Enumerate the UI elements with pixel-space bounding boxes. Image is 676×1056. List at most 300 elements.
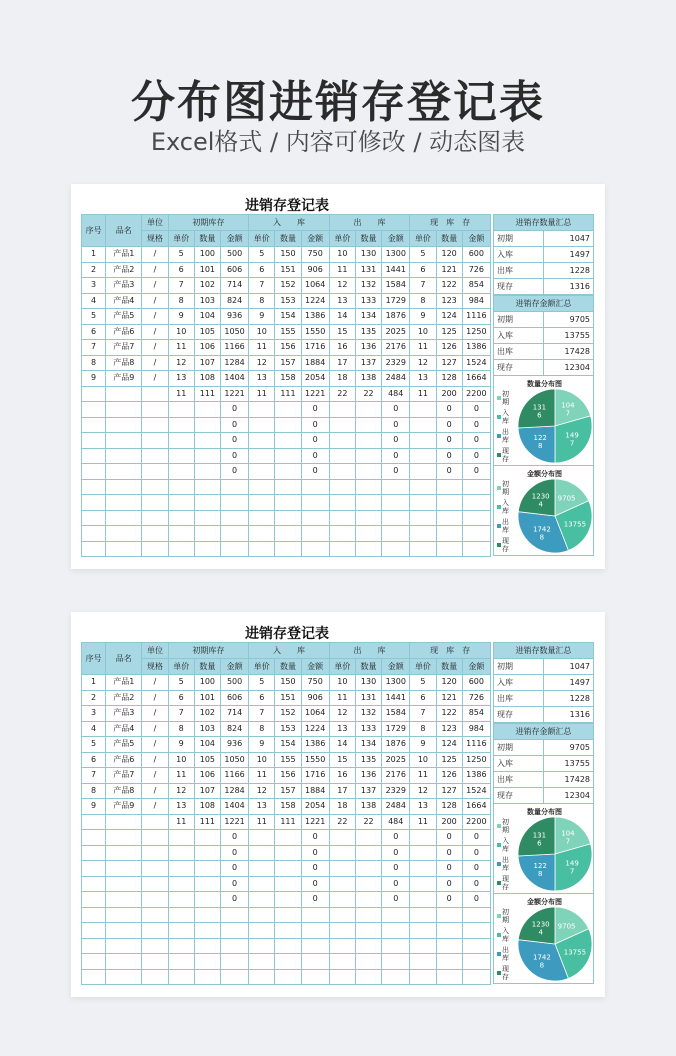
table-cell[interactable]: 106 bbox=[194, 768, 220, 784]
table-cell[interactable]: 1876 bbox=[382, 309, 410, 325]
table-cell[interactable]: 11 bbox=[249, 340, 275, 356]
table-cell[interactable]: 136 bbox=[355, 340, 381, 356]
table-cell[interactable]: / bbox=[142, 721, 168, 737]
table-cell[interactable]: 0 bbox=[220, 861, 248, 877]
table-cell[interactable]: / bbox=[142, 355, 168, 371]
table-cell[interactable] bbox=[106, 830, 142, 846]
table-cell[interactable]: 产品3 bbox=[106, 278, 142, 294]
table-cell[interactable]: 0 bbox=[301, 417, 329, 433]
table-cell[interactable] bbox=[142, 495, 168, 511]
table-cell[interactable]: 123 bbox=[436, 293, 462, 309]
table-cell[interactable]: 1221 bbox=[301, 814, 329, 830]
table-cell[interactable] bbox=[329, 433, 355, 449]
table-cell[interactable] bbox=[249, 526, 275, 542]
table-cell[interactable] bbox=[410, 526, 436, 542]
table-cell[interactable]: 152 bbox=[275, 706, 301, 722]
table-cell[interactable]: 产品3 bbox=[106, 706, 142, 722]
table-cell[interactable]: 5 bbox=[249, 247, 275, 263]
table-cell[interactable] bbox=[436, 495, 462, 511]
table-cell[interactable] bbox=[355, 510, 381, 526]
table-cell[interactable] bbox=[168, 876, 194, 892]
table-cell[interactable]: 111 bbox=[275, 386, 301, 402]
table-cell[interactable]: 154 bbox=[275, 309, 301, 325]
table-cell[interactable] bbox=[275, 861, 301, 877]
table-cell[interactable]: 1404 bbox=[220, 799, 248, 815]
table-cell[interactable] bbox=[168, 954, 194, 970]
table-cell[interactable] bbox=[82, 433, 106, 449]
table-cell[interactable] bbox=[168, 969, 194, 985]
table-cell[interactable] bbox=[249, 510, 275, 526]
table-cell[interactable]: 13 bbox=[249, 371, 275, 387]
table-cell[interactable] bbox=[410, 861, 436, 877]
table-cell[interactable] bbox=[355, 969, 381, 985]
table-cell[interactable]: 1284 bbox=[220, 355, 248, 371]
table-cell[interactable] bbox=[106, 433, 142, 449]
table-cell[interactable]: 1386 bbox=[462, 768, 490, 784]
table-cell[interactable] bbox=[168, 464, 194, 480]
table-cell[interactable] bbox=[462, 907, 490, 923]
table-cell[interactable]: 8 bbox=[82, 355, 106, 371]
table-cell[interactable]: 1716 bbox=[301, 768, 329, 784]
table-cell[interactable]: 0 bbox=[462, 464, 490, 480]
table-cell[interactable]: 产品2 bbox=[106, 262, 142, 278]
table-cell[interactable]: 158 bbox=[275, 799, 301, 815]
table-cell[interactable]: 137 bbox=[355, 783, 381, 799]
table-cell[interactable]: 0 bbox=[301, 402, 329, 418]
table-cell[interactable]: 0 bbox=[301, 876, 329, 892]
table-cell[interactable] bbox=[329, 938, 355, 954]
table-cell[interactable] bbox=[168, 417, 194, 433]
table-cell[interactable] bbox=[106, 417, 142, 433]
table-cell[interactable] bbox=[462, 923, 490, 939]
table-cell[interactable] bbox=[142, 433, 168, 449]
table-cell[interactable] bbox=[106, 495, 142, 511]
table-cell[interactable] bbox=[410, 417, 436, 433]
table-cell[interactable] bbox=[275, 923, 301, 939]
table-cell[interactable]: 2 bbox=[82, 690, 106, 706]
table-cell[interactable] bbox=[220, 541, 248, 557]
table-cell[interactable] bbox=[106, 814, 142, 830]
table-cell[interactable]: 1166 bbox=[220, 768, 248, 784]
table-cell[interactable] bbox=[382, 969, 410, 985]
table-cell[interactable]: 101 bbox=[194, 690, 220, 706]
table-cell[interactable] bbox=[301, 495, 329, 511]
table-cell[interactable] bbox=[249, 861, 275, 877]
table-cell[interactable] bbox=[82, 923, 106, 939]
table-cell[interactable] bbox=[436, 923, 462, 939]
table-cell[interactable] bbox=[220, 954, 248, 970]
table-cell[interactable] bbox=[82, 892, 106, 908]
table-cell[interactable]: 2200 bbox=[462, 814, 490, 830]
table-cell[interactable] bbox=[106, 464, 142, 480]
table-cell[interactable] bbox=[410, 938, 436, 954]
table-cell[interactable]: 1729 bbox=[382, 721, 410, 737]
table-cell[interactable] bbox=[168, 845, 194, 861]
table-cell[interactable] bbox=[194, 954, 220, 970]
table-cell[interactable]: 103 bbox=[194, 721, 220, 737]
table-cell[interactable]: 10 bbox=[168, 752, 194, 768]
table-cell[interactable]: 9 bbox=[249, 737, 275, 753]
table-cell[interactable]: 0 bbox=[382, 845, 410, 861]
table-cell[interactable] bbox=[410, 830, 436, 846]
table-cell[interactable] bbox=[82, 526, 106, 542]
table-cell[interactable]: 7 bbox=[410, 706, 436, 722]
table-cell[interactable]: 18 bbox=[329, 799, 355, 815]
table-cell[interactable]: 6 bbox=[249, 262, 275, 278]
table-cell[interactable]: 2484 bbox=[382, 799, 410, 815]
table-cell[interactable] bbox=[275, 830, 301, 846]
table-cell[interactable] bbox=[301, 969, 329, 985]
table-cell[interactable] bbox=[355, 433, 381, 449]
table-cell[interactable]: 10 bbox=[329, 247, 355, 263]
table-cell[interactable]: 1386 bbox=[462, 340, 490, 356]
table-cell[interactable]: / bbox=[142, 768, 168, 784]
table-cell[interactable] bbox=[194, 892, 220, 908]
table-cell[interactable] bbox=[355, 495, 381, 511]
table-cell[interactable]: 13 bbox=[410, 799, 436, 815]
table-cell[interactable]: 134 bbox=[355, 309, 381, 325]
table-cell[interactable]: 6 bbox=[82, 324, 106, 340]
table-cell[interactable] bbox=[462, 541, 490, 557]
table-cell[interactable]: 126 bbox=[436, 768, 462, 784]
table-cell[interactable]: 132 bbox=[355, 278, 381, 294]
table-cell[interactable]: 984 bbox=[462, 293, 490, 309]
table-cell[interactable]: 0 bbox=[220, 845, 248, 861]
table-cell[interactable]: / bbox=[142, 690, 168, 706]
table-cell[interactable]: 2176 bbox=[382, 768, 410, 784]
table-cell[interactable] bbox=[106, 907, 142, 923]
table-cell[interactable] bbox=[82, 402, 106, 418]
table-cell[interactable] bbox=[82, 495, 106, 511]
table-cell[interactable]: 0 bbox=[301, 433, 329, 449]
table-cell[interactable] bbox=[329, 907, 355, 923]
table-cell[interactable] bbox=[329, 479, 355, 495]
table-cell[interactable] bbox=[329, 861, 355, 877]
table-cell[interactable]: 500 bbox=[220, 247, 248, 263]
table-cell[interactable]: 0 bbox=[220, 830, 248, 846]
table-cell[interactable] bbox=[168, 526, 194, 542]
table-cell[interactable]: 824 bbox=[220, 721, 248, 737]
table-cell[interactable]: 7 bbox=[249, 278, 275, 294]
table-cell[interactable]: 13 bbox=[410, 371, 436, 387]
table-cell[interactable]: 0 bbox=[462, 830, 490, 846]
table-cell[interactable]: 8 bbox=[249, 721, 275, 737]
table-cell[interactable] bbox=[355, 861, 381, 877]
table-cell[interactable]: 产品7 bbox=[106, 768, 142, 784]
table-cell[interactable]: 2484 bbox=[382, 371, 410, 387]
table-cell[interactable]: 22 bbox=[329, 814, 355, 830]
table-cell[interactable] bbox=[194, 448, 220, 464]
table-cell[interactable]: 3 bbox=[82, 706, 106, 722]
table-cell[interactable] bbox=[410, 495, 436, 511]
table-cell[interactable]: 750 bbox=[301, 675, 329, 691]
table-cell[interactable]: 1584 bbox=[382, 278, 410, 294]
table-cell[interactable]: 1224 bbox=[301, 293, 329, 309]
table-cell[interactable] bbox=[329, 845, 355, 861]
table-cell[interactable] bbox=[436, 954, 462, 970]
table-cell[interactable]: 906 bbox=[301, 262, 329, 278]
table-cell[interactable] bbox=[168, 830, 194, 846]
table-cell[interactable]: 1064 bbox=[301, 278, 329, 294]
table-cell[interactable] bbox=[275, 892, 301, 908]
table-cell[interactable] bbox=[410, 954, 436, 970]
table-cell[interactable]: / bbox=[142, 675, 168, 691]
table-cell[interactable]: 0 bbox=[220, 402, 248, 418]
table-cell[interactable] bbox=[436, 938, 462, 954]
table-cell[interactable] bbox=[410, 464, 436, 480]
table-cell[interactable]: 10 bbox=[249, 324, 275, 340]
table-cell[interactable] bbox=[194, 510, 220, 526]
table-cell[interactable]: 2025 bbox=[382, 752, 410, 768]
table-cell[interactable] bbox=[106, 448, 142, 464]
table-cell[interactable] bbox=[168, 938, 194, 954]
table-cell[interactable]: 127 bbox=[436, 783, 462, 799]
table-cell[interactable] bbox=[410, 479, 436, 495]
table-cell[interactable]: 5 bbox=[249, 675, 275, 691]
table-cell[interactable] bbox=[436, 969, 462, 985]
table-cell[interactable]: 0 bbox=[220, 417, 248, 433]
table-cell[interactable]: 600 bbox=[462, 675, 490, 691]
table-cell[interactable]: 10 bbox=[410, 324, 436, 340]
table-cell[interactable] bbox=[106, 510, 142, 526]
table-cell[interactable]: 10 bbox=[329, 675, 355, 691]
table-cell[interactable] bbox=[142, 526, 168, 542]
table-cell[interactable] bbox=[275, 402, 301, 418]
table-cell[interactable] bbox=[194, 402, 220, 418]
table-cell[interactable]: 产品8 bbox=[106, 355, 142, 371]
table-cell[interactable]: 714 bbox=[220, 278, 248, 294]
table-cell[interactable] bbox=[275, 876, 301, 892]
table-cell[interactable]: 130 bbox=[355, 675, 381, 691]
table-cell[interactable]: 11 bbox=[329, 262, 355, 278]
table-cell[interactable]: 1716 bbox=[301, 340, 329, 356]
table-cell[interactable] bbox=[194, 830, 220, 846]
table-cell[interactable]: 1884 bbox=[301, 783, 329, 799]
table-cell[interactable] bbox=[142, 892, 168, 908]
table-cell[interactable]: 产品6 bbox=[106, 324, 142, 340]
table-cell[interactable]: 133 bbox=[355, 721, 381, 737]
table-cell[interactable] bbox=[168, 861, 194, 877]
table-cell[interactable]: 153 bbox=[275, 293, 301, 309]
table-cell[interactable] bbox=[301, 479, 329, 495]
table-cell[interactable] bbox=[249, 954, 275, 970]
table-cell[interactable]: 15 bbox=[329, 324, 355, 340]
table-cell[interactable] bbox=[410, 448, 436, 464]
table-cell[interactable]: 8 bbox=[410, 293, 436, 309]
table-cell[interactable] bbox=[329, 448, 355, 464]
table-cell[interactable]: 1116 bbox=[462, 309, 490, 325]
table-cell[interactable] bbox=[275, 510, 301, 526]
table-cell[interactable]: 600 bbox=[462, 247, 490, 263]
table-cell[interactable] bbox=[275, 479, 301, 495]
table-cell[interactable]: 1884 bbox=[301, 355, 329, 371]
table-cell[interactable] bbox=[106, 892, 142, 908]
table-cell[interactable]: 11 bbox=[249, 814, 275, 830]
table-cell[interactable] bbox=[410, 969, 436, 985]
table-cell[interactable]: 137 bbox=[355, 355, 381, 371]
table-cell[interactable]: 984 bbox=[462, 721, 490, 737]
table-cell[interactable]: 10 bbox=[168, 324, 194, 340]
table-cell[interactable]: 0 bbox=[220, 876, 248, 892]
table-cell[interactable]: 12 bbox=[249, 783, 275, 799]
table-cell[interactable]: 131 bbox=[355, 262, 381, 278]
table-cell[interactable] bbox=[82, 969, 106, 985]
table-cell[interactable] bbox=[275, 526, 301, 542]
table-cell[interactable] bbox=[329, 892, 355, 908]
table-cell[interactable]: 1300 bbox=[382, 675, 410, 691]
table-cell[interactable]: 824 bbox=[220, 293, 248, 309]
table-cell[interactable] bbox=[249, 845, 275, 861]
table-cell[interactable]: 11 bbox=[168, 768, 194, 784]
table-cell[interactable] bbox=[106, 938, 142, 954]
table-cell[interactable]: 1550 bbox=[301, 752, 329, 768]
table-cell[interactable]: 12 bbox=[410, 355, 436, 371]
table-cell[interactable]: 1224 bbox=[301, 721, 329, 737]
table-cell[interactable]: 0 bbox=[462, 861, 490, 877]
table-cell[interactable]: 121 bbox=[436, 262, 462, 278]
table-cell[interactable]: 10 bbox=[410, 752, 436, 768]
table-cell[interactable] bbox=[462, 969, 490, 985]
table-cell[interactable] bbox=[329, 830, 355, 846]
table-cell[interactable]: 16 bbox=[329, 768, 355, 784]
table-cell[interactable]: 1064 bbox=[301, 706, 329, 722]
table-cell[interactable]: 6 bbox=[168, 262, 194, 278]
table-cell[interactable]: 产品2 bbox=[106, 690, 142, 706]
table-cell[interactable]: 18 bbox=[329, 371, 355, 387]
table-cell[interactable] bbox=[329, 526, 355, 542]
table-cell[interactable] bbox=[410, 923, 436, 939]
table-cell[interactable]: 11 bbox=[329, 690, 355, 706]
table-cell[interactable] bbox=[355, 402, 381, 418]
table-cell[interactable] bbox=[275, 938, 301, 954]
table-cell[interactable]: 854 bbox=[462, 706, 490, 722]
table-cell[interactable]: 121 bbox=[436, 690, 462, 706]
table-cell[interactable] bbox=[355, 907, 381, 923]
table-cell[interactable]: 128 bbox=[436, 799, 462, 815]
table-cell[interactable]: 936 bbox=[220, 309, 248, 325]
table-cell[interactable] bbox=[106, 402, 142, 418]
table-cell[interactable] bbox=[436, 907, 462, 923]
table-cell[interactable] bbox=[249, 448, 275, 464]
table-cell[interactable] bbox=[249, 876, 275, 892]
table-cell[interactable] bbox=[249, 402, 275, 418]
table-cell[interactable]: 1664 bbox=[462, 371, 490, 387]
table-cell[interactable]: 9 bbox=[82, 371, 106, 387]
table-cell[interactable]: 131 bbox=[355, 690, 381, 706]
table-cell[interactable]: 150 bbox=[275, 247, 301, 263]
table-cell[interactable]: 1441 bbox=[382, 690, 410, 706]
table-cell[interactable]: 产品1 bbox=[106, 675, 142, 691]
table-cell[interactable]: 5 bbox=[82, 737, 106, 753]
table-cell[interactable]: 122 bbox=[436, 278, 462, 294]
table-cell[interactable] bbox=[142, 907, 168, 923]
table-cell[interactable] bbox=[410, 402, 436, 418]
table-cell[interactable] bbox=[142, 479, 168, 495]
table-cell[interactable] bbox=[410, 876, 436, 892]
table-cell[interactable]: 138 bbox=[355, 371, 381, 387]
table-cell[interactable] bbox=[301, 541, 329, 557]
table-cell[interactable]: 10 bbox=[249, 752, 275, 768]
table-cell[interactable]: 133 bbox=[355, 293, 381, 309]
table-cell[interactable] bbox=[355, 892, 381, 908]
table-cell[interactable] bbox=[275, 433, 301, 449]
table-cell[interactable]: 产品5 bbox=[106, 309, 142, 325]
table-cell[interactable] bbox=[142, 448, 168, 464]
table-cell[interactable] bbox=[82, 938, 106, 954]
table-cell[interactable] bbox=[249, 907, 275, 923]
table-cell[interactable]: 5 bbox=[168, 675, 194, 691]
table-cell[interactable]: 16 bbox=[329, 340, 355, 356]
table-cell[interactable]: 151 bbox=[275, 262, 301, 278]
table-cell[interactable] bbox=[106, 845, 142, 861]
table-cell[interactable] bbox=[249, 923, 275, 939]
table-cell[interactable]: 130 bbox=[355, 247, 381, 263]
table-cell[interactable] bbox=[329, 541, 355, 557]
table-cell[interactable] bbox=[382, 907, 410, 923]
table-cell[interactable]: 0 bbox=[382, 402, 410, 418]
table-cell[interactable] bbox=[82, 845, 106, 861]
table-cell[interactable] bbox=[142, 923, 168, 939]
table-cell[interactable]: 0 bbox=[462, 845, 490, 861]
table-cell[interactable] bbox=[355, 923, 381, 939]
table-cell[interactable] bbox=[82, 464, 106, 480]
table-cell[interactable] bbox=[142, 417, 168, 433]
table-cell[interactable]: 13 bbox=[329, 721, 355, 737]
table-cell[interactable]: 11 bbox=[168, 340, 194, 356]
table-cell[interactable]: / bbox=[142, 278, 168, 294]
table-cell[interactable] bbox=[168, 402, 194, 418]
table-cell[interactable]: 11 bbox=[249, 768, 275, 784]
table-cell[interactable]: 126 bbox=[436, 340, 462, 356]
table-cell[interactable] bbox=[355, 526, 381, 542]
table-cell[interactable]: 0 bbox=[301, 861, 329, 877]
table-cell[interactable]: 14 bbox=[329, 309, 355, 325]
table-cell[interactable]: 0 bbox=[436, 876, 462, 892]
table-cell[interactable]: 124 bbox=[436, 737, 462, 753]
table-cell[interactable] bbox=[355, 938, 381, 954]
table-cell[interactable] bbox=[329, 876, 355, 892]
table-cell[interactable]: 111 bbox=[275, 814, 301, 830]
table-cell[interactable]: 12 bbox=[249, 355, 275, 371]
table-cell[interactable]: 606 bbox=[220, 690, 248, 706]
table-cell[interactable] bbox=[194, 464, 220, 480]
table-cell[interactable] bbox=[275, 969, 301, 985]
table-cell[interactable]: 1050 bbox=[220, 324, 248, 340]
table-cell[interactable] bbox=[462, 938, 490, 954]
table-cell[interactable] bbox=[329, 923, 355, 939]
table-cell[interactable] bbox=[249, 892, 275, 908]
table-cell[interactable]: 0 bbox=[220, 448, 248, 464]
table-cell[interactable]: 22 bbox=[355, 814, 381, 830]
table-cell[interactable] bbox=[462, 510, 490, 526]
table-cell[interactable]: 1284 bbox=[220, 783, 248, 799]
table-cell[interactable] bbox=[275, 417, 301, 433]
table-cell[interactable]: 100 bbox=[194, 675, 220, 691]
table-cell[interactable] bbox=[355, 464, 381, 480]
table-cell[interactable] bbox=[355, 830, 381, 846]
table-cell[interactable]: 9 bbox=[410, 309, 436, 325]
table-cell[interactable]: / bbox=[142, 706, 168, 722]
table-cell[interactable]: 105 bbox=[194, 752, 220, 768]
table-cell[interactable]: 107 bbox=[194, 355, 220, 371]
table-cell[interactable] bbox=[355, 448, 381, 464]
table-cell[interactable]: 12 bbox=[168, 355, 194, 371]
table-cell[interactable]: 156 bbox=[275, 340, 301, 356]
table-cell[interactable]: 150 bbox=[275, 675, 301, 691]
table-cell[interactable]: 9 bbox=[168, 737, 194, 753]
table-cell[interactable]: 0 bbox=[301, 448, 329, 464]
table-cell[interactable] bbox=[220, 495, 248, 511]
